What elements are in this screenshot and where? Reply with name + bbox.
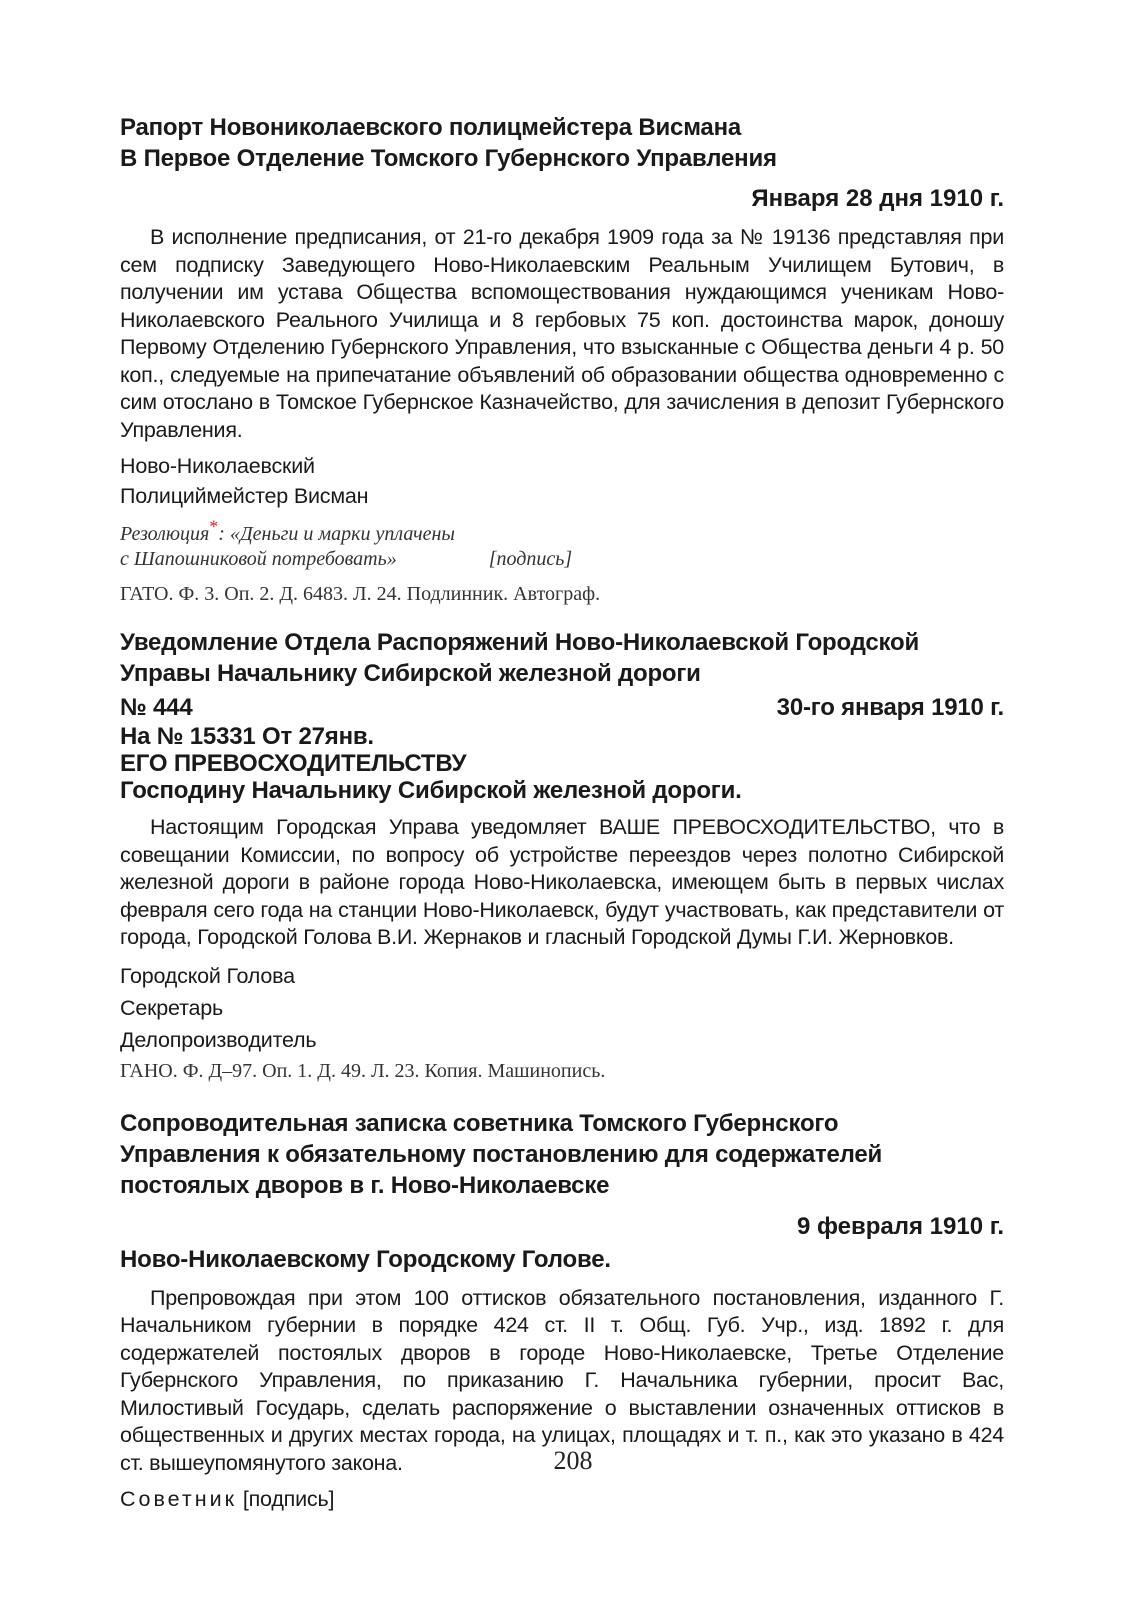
doc1-archive-reference: ГАТО. Ф. 3. Оп. 2. Д. 6483. Л. 24. Подлинник. Автограф. xyxy=(120,583,601,605)
doc2-title-line-1: Уведомление Отдела Распоряжений Ново-Николаевской Городской xyxy=(120,629,920,656)
doc2-signature-2: Секретарь xyxy=(120,995,224,1020)
doc1-signature-line-2: Полициймейстер Висман xyxy=(120,484,369,508)
resolution-text-2: с Шапошниковой потребовать» xyxy=(120,548,397,570)
resolution-signature: [подпись] xyxy=(488,548,573,570)
footnote-star: * xyxy=(209,516,219,537)
doc3-title-line-3: постоялых дворов в г. Ново-Николаевске xyxy=(120,1171,610,1199)
doc3-title-line-1: Сопроводительная записка советника Томского Губернского xyxy=(120,1109,839,1137)
doc1-body: В исполнение предписания, от 21-го декабря 1909 года за № 19136 представляя при сем подписку Заведующего Ново-Николаевским Реальным Училищем Бутович, в получении им устава Общества вспомоществования нуждающимся ученикам Ново-Николаевского Реального Училища и 8 гербовых 75 коп. достоинства марок, доношу Первому Отделению Губернского Управления, что взысканные с Общества деньги 4 р. 50 коп., следуемые на припечатание объявлений об образовании общества одновременно с сим отослано в Томское Губернское Казначейство, для зачисления в депозит Губернского Управления. xyxy=(120,225,1004,442)
doc1-title-line-2: В Первое Отделение Томского Губернского Управления xyxy=(120,145,777,172)
doc3-signature xyxy=(120,1485,1004,1513)
doc3-address: Ново-Николаевскому Городскому Голове. xyxy=(120,1245,611,1273)
doc2-signature-1: Городской Голова xyxy=(120,963,295,988)
doc3-body: Препровождая при этом 100 оттисков обязательного постановления, изданного Г. Начальником губернии в порядке 424 ст. II т. Общ. Губ. Учр., изд. 1892 г. для содержателей постоялых дворов в городе Ново-Николаевске, Третье Отделение Губернского Управления, по приказанию Г. Начальника губернии, просит Вас, Милостивый Государь, сделать распоряжение о выставлении означенных оттисков в общественных и других местах города, на улицах, площадях и т. п., как это указано в 424 ст. вышеупомянутого закона. xyxy=(120,1285,1004,1475)
doc2-address-line-1: ЕГО ПРЕВОСХОДИТЕЛЬСТВУ xyxy=(120,750,467,777)
doc2-date: 30-го января 1910 г. xyxy=(776,694,1004,721)
doc2-address-line-2: Господину Начальнику Сибирской железной дороги. xyxy=(120,777,742,804)
doc3-title-line-2: Управления к обязательному постановлению для содержателей xyxy=(120,1140,883,1168)
document-2 xyxy=(120,627,1004,1084)
doc2-number: № 444 xyxy=(120,694,193,721)
page-number: 208 xyxy=(553,1446,593,1475)
doc3-date: 9 февраля 1910 г. xyxy=(796,1212,1004,1240)
doc1-date: Января 28 дня 1910 г. xyxy=(751,185,1004,212)
doc2-signature-3: Делопроизводитель xyxy=(120,1027,317,1052)
doc2-reference: На № 15331 От 27янв. xyxy=(120,723,374,750)
doc1-resolution-line-2 xyxy=(120,547,1004,572)
doc1-title-line-1: Рапорт Новониколаевского полицмейстера Висмана xyxy=(120,114,742,141)
doc3-signature-value: [подпись] xyxy=(237,1487,335,1511)
document-page xyxy=(120,112,1004,1513)
doc2-body: Настоящим Городская Управа уведомляет ВАШЕ ПРЕВОСХОДИТЕЛЬСТВО, что в совещании Комиссии, по вопросу об устройстве переездов через полотно Сибирской железной дороги в районе города Ново-Николаевска, имеющем быть в первых числах февраля сего года на станции Ново-Николаевск, будут участвовать, как представители от города, Городской Голова В.И. Жернаков и гласный Городской Думы Г.И. Жерновков. xyxy=(120,815,1004,949)
resolution-label: Резолюция xyxy=(120,523,210,545)
doc2-archive-reference: ГАНО. Ф. Д–97. Оп. 1. Д. 49. Л. 23. Копия. Машинопись. xyxy=(120,1059,606,1082)
doc2-number-date-row xyxy=(120,692,1004,723)
doc3-signature-label: Советник xyxy=(120,1487,238,1511)
doc2-title-line-2: Управы Начальнику Сибирской железной дороги xyxy=(120,660,701,687)
doc1-signature-line-1: Ново-Николаевский xyxy=(120,454,315,478)
doc1-resolution xyxy=(120,516,1004,572)
resolution-text-1: : «Деньги и марки уплачены xyxy=(218,523,455,545)
document-1 xyxy=(120,112,1004,607)
doc1-resolution-line-1 xyxy=(120,516,1004,547)
